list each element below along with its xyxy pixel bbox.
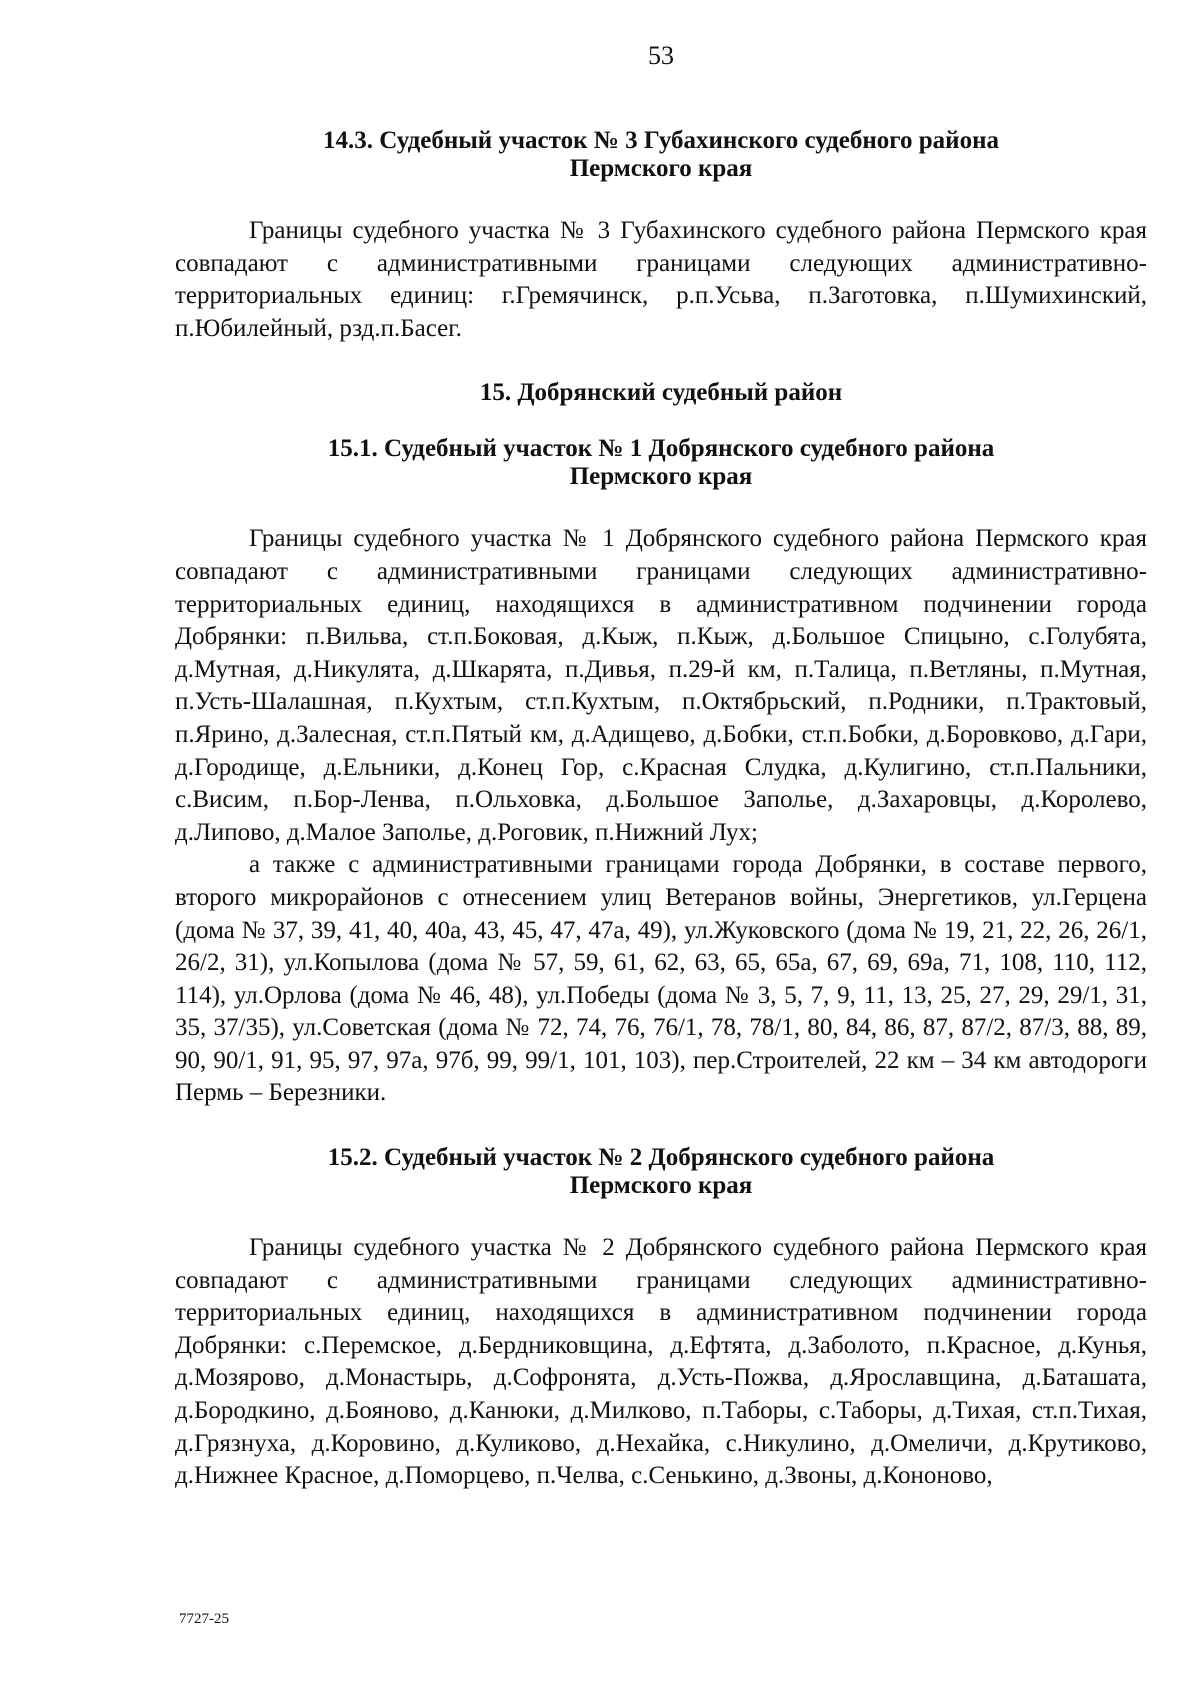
- page-number: 53: [648, 41, 674, 70]
- heading-line: Пермского края: [569, 1172, 753, 1200]
- paragraph-section-15-1-part-2: а также с административными границами города Добрянки, в составе первого, второго микрорайонов с отнесением улиц Ветеранов войны, Энергетиков, ул.Герцена (дома № 37, 39, 41, 40, 40а, 43, 45, 47, 47а, 49), ул.Жуковского (дома № 19, 21, 22, 26, 26/1, 26/2, 31), ул.Копылова (дома № 57, 59, 61, 62, 63, 65, 65а, 67, 69, 69а, 71, 108, 110, 112, 114), ул.Орлова (дома № 46, 48), ул.Победы (дома № 3, 5, 7, 9, 11, 13, 25, 27, 29, 29/1, 31, 35, 37/35), ул.Советская (дома № 72, 74, 76, 76/1, 78, 78/1, 80, 84, 86, 87, 87/2, 87/3, 88, 89, 90, 90/1, 91, 95, 97, 97а, 97б, 99, 99/1, 101, 103), пер.Строителей, 22 км – 34 км автодороги Пермь – Березники.: [175, 851, 1147, 1107]
- heading-line: Пермского края: [569, 155, 753, 182]
- paragraph-section-15-1-part-1: Границы судебного участка № 1 Добрянского судебного района Пермского края совпадают с административными границами следующих административно-территориальных единиц, находящихся в административном подчинении города Добрянки: п.Вильва, ст.п.Боковая, д.Кыж, п.Кыж, д.Большое Спицыно, с.Голубята, д.Мутная, д.Никулята, д.Шкарята, п.Дивья, п.29-й км, п.Талица, п.Ветляны, п.Мутная, п.Усть-Шалашная, п.Кухтым, ст.п.Кухтым, п.Октябрьский, п.Родники, п.Трактовый, п.Ярино, д.Залесная, ст.п.Пятый км, д.Адищево, д.Бобки, ст.п.Бобки, д.Боровково, д.Гари, д.Городище, д.Ельники, д.Конец Гор, с.Красная Слудка, д.Кулигино, ст.п.Пальники, с.Висим, п.Бор-Ленва, п.Ольховка, д.Большое Заполье, д.Захаровцы, д.Королево, д.Липово, д.Малое Заполье, д.Роговик, п.Нижний Лух;: [175, 525, 1147, 846]
- heading-line: 15. Добрянский судебный район: [479, 379, 843, 407]
- heading-section-14-3: [175, 127, 1147, 183]
- heading-line: 14.3. Судебный участок № 3 Губахинского судебного района: [323, 127, 999, 154]
- paragraph-section-15-2: Границы судебного участка № 2 Добрянского судебного района Пермского края совпадают с административными границами следующих административно-территориальных единиц, находящихся в административном подчинении города Добрянки: с.Перемское, д.Бердниковщина, д.Ефтята, д.Заболото, п.Красное, д.Кунья, д.Мозярово, д.Монастырь, д.Софронята, д.Усть-Пожва, д.Ярославщина, д.Баташата, д.Бородкино, д.Бояново, д.Канюки, д.Милково, п.Таборы, с.Таборы, д.Тихая, ст.п.Тихая, д.Грязнуха, д.Коровино, д.Куликово, д.Нехайка, с.Никулино, д.Омеличи, д.Крутиково, д.Нижнее Красное, д.Поморцево, п.Челва, с.Сенькино, д.Звоны, д.Кононово,: [175, 1234, 1147, 1490]
- paragraph-section-14-3: Границы судебного участка № 3 Губахинского судебного района Пермского края совпадают с административными границами следующих административно-территориальных единиц: г.Гремячинск, р.п.Усьва, п.Заготовка, п.Шумихинский, п.Юбилейный, рзд.п.Басег.: [175, 217, 1147, 342]
- heading-line: 15.1. Судебный участок № 1 Добрянского судебного района: [327, 435, 995, 463]
- document-body: [175, 127, 1147, 1493]
- heading-line: 15.2. Судебный участок № 2 Добрянского судебного района: [327, 1144, 995, 1172]
- heading-line: Пермского края: [569, 463, 753, 491]
- document-code: 7727-25: [179, 1611, 229, 1627]
- heading-section-15: [175, 379, 1147, 407]
- heading-section-15-2: [175, 1144, 1147, 1200]
- heading-section-15-1: [175, 435, 1147, 491]
